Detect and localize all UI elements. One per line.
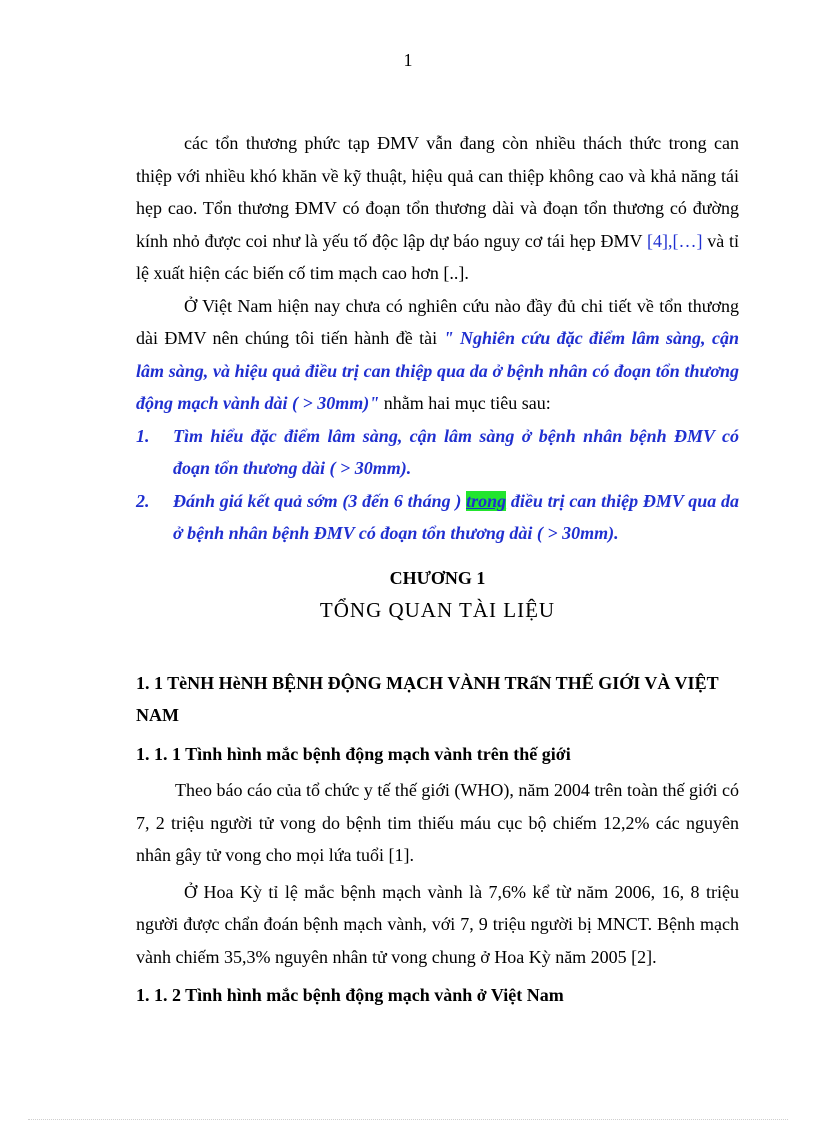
- study-title: " Nghiên cứu đặc điểm lâm sàng, cận lâm sàng, và hiệu quả điều trị can thiệp qua da ở bệnh nhân có đoạn tổn thương động mạch vành dài ( > 30mm)": [136, 328, 739, 413]
- objective-text: Tìm hiểu đặc điểm lâm sàng, cận lâm sàng ở bệnh nhân bệnh ĐMV có đoạn tổn thương dài ( > 30mm).: [173, 425, 739, 478]
- citation-link[interactable]: [4],[…]: [646, 230, 703, 251]
- highlighted-word: trong: [466, 490, 507, 511]
- footer-divider: [28, 1119, 788, 1120]
- section-heading-1-1-1: 1. 1. 1 Tình hình mắc bệnh động mạch vành trên thế giới: [136, 743, 571, 764]
- study-text: Ở Việt Nam hiện nay chưa có nghiên cứu nào đầy đủ chi tiết về tổn thương dài ĐMV nên chúng tôi tiến hành đề tài: [136, 295, 739, 348]
- intro-text-end: và tỉ lệ xuất hiện các biến cố tim mạch cao hơn [..].: [136, 230, 739, 283]
- section-heading-1-1: 1. 1 TèNH HèNH BỆNH ĐỘNG MẠCH VÀNH TRấN THẾ GIỚI VÀ VIỆT NAM: [136, 672, 719, 725]
- study-text-end: nhằm hai mục tiêu sau:: [379, 393, 551, 413]
- intro-text: các tổn thương phức tạp ĐMV vẫn đang còn nhiều thách thức trong can thiệp với nhiều khó khăn về kỹ thuật, hiệu quả can thiệp không cao và khả năng tái hẹp cao. Tổn thương ĐMV có đoạn tổn thương dài và đoạn tổn thương có đường kính nhỏ được coi như là yếu tố độc lập dự báo nguy cơ tái hẹp ĐMV: [136, 133, 739, 251]
- page-number: 1: [403, 50, 413, 70]
- objective-number: 1.: [136, 425, 150, 446]
- objective-item: [136, 420, 739, 485]
- section-heading-1-1-2: 1. 1. 2 Tình hình mắc bệnh động mạch vành ở Việt Nam: [136, 985, 564, 1005]
- objective-text: Đánh giá kết quả sớm (3 đến 6 tháng ): [173, 490, 467, 511]
- usa-paragraph: Ở Hoa Kỳ tỉ lệ mắc bệnh mạch vành là 7,6% kể từ năm 2006, 16, 8 triệu người được chẩn đoán bệnh mạch vành, với 7, 9 triệu người bị MNCT. Bệnh mạch vành chiếm 35,3% nguyên nhân tử vong chung ở Hoa Kỳ năm 2005 [2].: [136, 881, 739, 967]
- who-paragraph: Theo báo cáo của tổ chức y tế thế giới (WHO), năm 2004 trên toàn thế giới có 7, 2 triệu người tử vong do bệnh tim thiếu máu cục bộ chiếm 12,2% các nguyên nhân gây tử vong cho mọi lứa tuổi [1].: [136, 780, 739, 865]
- study-paragraph: [136, 290, 739, 420]
- objective-number: 2.: [136, 490, 150, 511]
- chapter-title: TỔNG QUAN TÀI LIỆU: [319, 598, 556, 622]
- document-body: [136, 127, 739, 1012]
- objective-text-end: điều trị can thiệp ĐMV qua da ở bệnh nhân bệnh ĐMV có đoạn tổn thương dài ( > 30mm).: [173, 490, 739, 543]
- objective-item: [136, 485, 739, 550]
- chapter-label: CHƯƠNG 1: [389, 567, 486, 588]
- intro-paragraph: [136, 127, 739, 290]
